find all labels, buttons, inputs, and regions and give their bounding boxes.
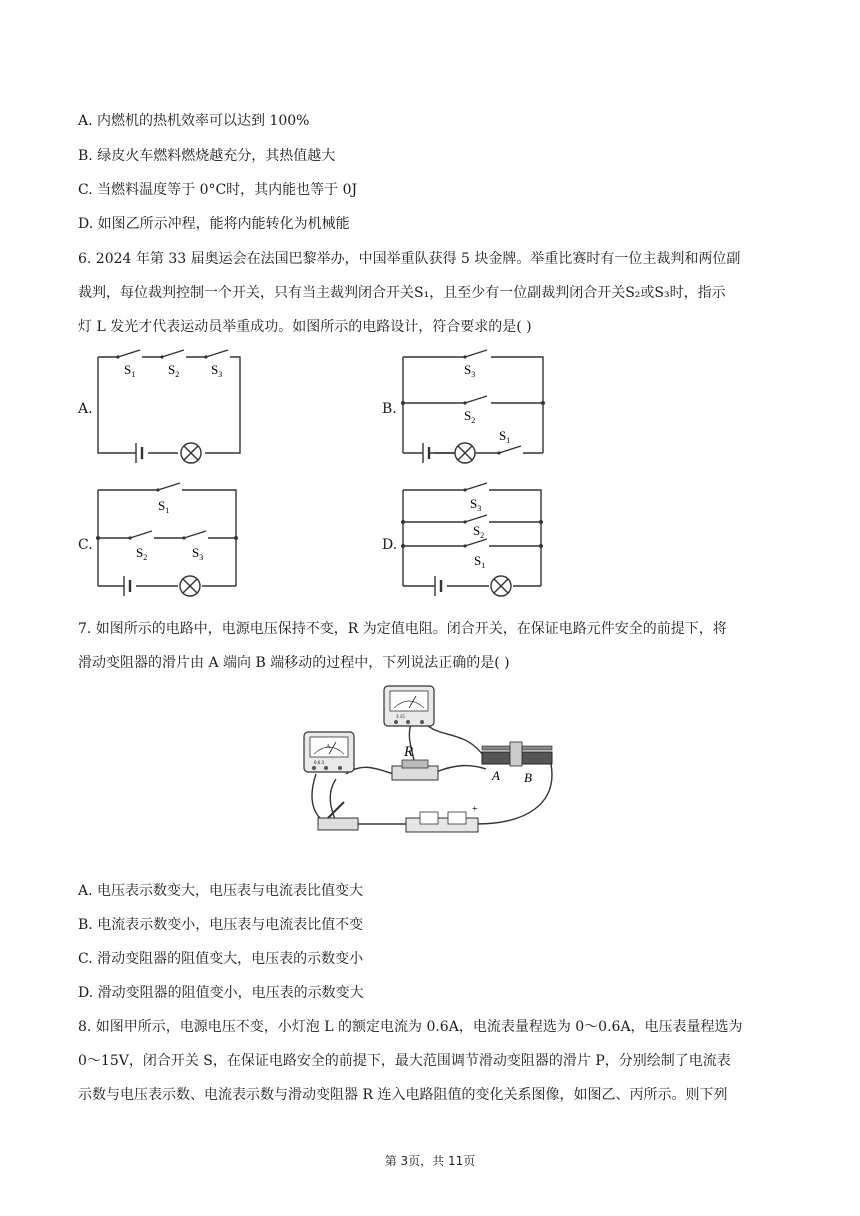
fixed-resistor-r [392,744,438,780]
svg-text:0.6 3: 0.6 3 [314,761,324,766]
svg-text:+: + [472,804,478,815]
q7-stem-line1: 7. 如图所示的电路中，电源电压保持不变，R 为定值电阻。闭合开关，在保证电路元件安全的前提下，将 [78,621,727,637]
q5-option-b: B. 绿皮火车燃料燃烧越充分，其热值越大 [78,148,336,164]
q6-diagram-a-letter: A. [78,401,93,417]
sliding-rheostat [482,742,552,785]
switch-s1-label: $S_1$ [124,362,136,379]
q5-option-a: A. 内燃机的热机效率可以达到 100% [78,113,310,129]
svg-text:S3: $S_3$ [192,545,204,562]
switch-s3-label: $S_3$ [211,362,223,379]
page-footer: 第 3页，共 11页 [384,1154,476,1168]
svg-text:3 15: 3 15 [396,715,405,720]
q6-stem-line1: 6. 2024 年第 33 届奥运会在法国巴黎举办，中国举重队获得 5 块金牌。举重比赛时有一位主裁判和两位副 [78,251,741,267]
circuit-diagram-b [395,345,555,465]
circuit-diagram-c [90,480,250,600]
q6-diagram-d-letter: D. [382,537,398,553]
svg-text:A: A [492,768,500,783]
q5-option-d: D. 如图乙所示冲程，能将内能转化为机械能 [78,216,350,232]
q8-stem-line2: 0～15V，闭合开关 S，在保证电路安全的前提下，最大范围调节滑动变阻器的滑片 P，分别绘制了电流表 [78,1053,731,1069]
q8-stem-line3: 示数与电压表示数、电流表示数与滑动变阻器 R 连入电路阻值的变化关系图像，如图乙、丙所示。则下列 [78,1087,728,1103]
svg-text:R: R [404,744,414,760]
svg-text:S3: $S_3$ [470,496,482,513]
q6-stem-line3: 灯 L 发光才代表运动员举重成功。如图所示的电路设计，符合要求的是( ) [78,319,532,335]
switch-s2-label: $S_2$ [168,362,180,379]
q5-option-c: C. 当燃料温度等于 0°C时，其内能也等于 0J [78,182,358,198]
voltmeter [384,686,434,726]
q6-diagram-c-letter: C. [78,537,93,553]
svg-text:S1: $S_1$ [158,498,170,515]
ammeter [304,732,354,772]
circuit-diagram-d [395,480,555,600]
q7-option-c: C. 滑动变阻器的阻值变大，电压表的示数变小 [78,951,364,967]
q7-option-a: A. 电压表示数变大，电压表与电流表比值变大 [78,883,364,899]
q7-option-d: D. 滑动变阻器的阻值变小，电压表的示数变大 [78,985,364,1001]
svg-text:A: A [326,744,331,750]
q6-stem-line2: 裁判，每位裁判控制一个开关，只有当主裁判闭合开关S₁，且至少有一位副裁判闭合开关S₂或S₃时，指示 [78,285,726,301]
q7-physical-circuit-figure [296,684,566,849]
q6-diagram-b-letter: B. [382,401,397,417]
svg-text:S2: $S_2$ [464,408,476,425]
q8-stem-line1: 8. 如图甲所示，电源电压不变，小灯泡 L 的额定电流为 0.6A，电流表量程选为 0～0.6A，电压表量程选为 [78,1019,743,1035]
circuit-diagram-a [90,345,250,465]
knife-switch [318,802,358,830]
svg-text:S1: $S_1$ [499,428,511,445]
q7-stem-line2: 滑动变阻器的滑片由 A 端向 B 端移动的过程中，下列说法正确的是( ) [78,655,510,671]
svg-text:S2: $S_2$ [473,523,485,540]
svg-text:S1: $S_1$ [474,553,486,570]
q7-option-b: B. 电流表示数变小，电压表与电流表比值不变 [78,917,364,933]
svg-text:S2: $S_2$ [136,545,148,562]
battery-pack [406,804,478,832]
svg-text:S3: $S_3$ [464,362,476,379]
svg-text:B: B [524,770,532,785]
